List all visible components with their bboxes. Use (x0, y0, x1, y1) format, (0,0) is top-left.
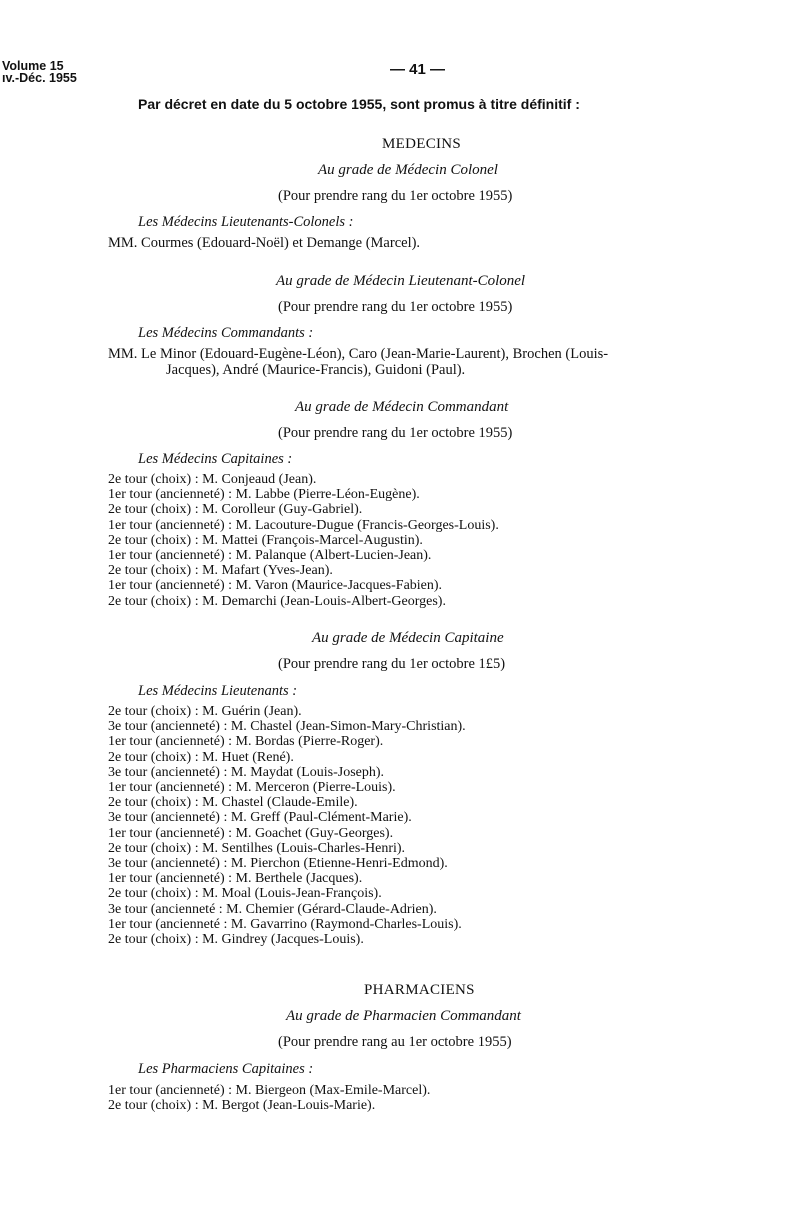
rank-date-colonel: (Pour prendre rang du 1er octobre 1955) (278, 188, 513, 204)
list-item: 3e tour (ancienneté : M. Chemier (Gérard-Claude-Adrien). (108, 901, 437, 917)
list-item: 1er tour (ancienneté) : M. Palanque (Albert-Lucien-Jean). (108, 548, 432, 564)
list-item: 2e tour (choix) : M. Huet (René). (108, 749, 294, 765)
list-item: 2e tour (choix) : M. Mattei (François-Marcel-Augustin). (108, 532, 423, 548)
decree-intro: Par décret en date du 5 octobre 1955, sont promus à titre définitif : (138, 96, 580, 112)
list-item: 2e tour (choix) : M. Demarchi (Jean-Louis-Albert-Georges). (108, 593, 446, 609)
list-item: 2e tour (choix) : M. Chastel (Claude-Emile). (108, 795, 358, 811)
list-item: 1er tour (ancienneté) : M. Merceron (Pierre-Louis). (108, 780, 396, 796)
list-item: 2e tour (choix) : M. Sentilhes (Louis-Charles-Henri). (108, 840, 406, 856)
grade-heading-lt-colonel: Au grade de Médecin Lieutenant-Colonel (276, 273, 526, 289)
promotion-list-pharmaciens (108, 1083, 430, 1113)
rank-date-commandant: (Pour prendre rang du 1er octobre 1955) (278, 425, 513, 441)
list-item: 1er tour (ancienneté : M. Gavarrino (Raymond-Charles-Louis). (108, 916, 462, 932)
section-title-pharmaciens: PHARMACIENS (364, 982, 475, 998)
grade-heading-capitaine: Au grade de Médecin Capitaine (312, 630, 504, 646)
list-item: 2e tour (choix) : M. Bergot (Jean-Louis-Marie). (108, 1098, 376, 1114)
list-item: 3e tour (ancienneté) : M. Pierchon (Etienne-Henri-Edmond). (108, 856, 448, 872)
list-item: 1er tour (ancienneté) : M. Berthele (Jacques). (108, 871, 363, 887)
list-item: 1er tour (ancienneté) : M. Lacouture-Dugue (Francis-Georges-Louis). (108, 517, 499, 533)
list-item: 1er tour (ancienneté) : M. Varon (Maurice-Jacques-Fabien). (108, 578, 443, 594)
list-item: 2e tour (choix) : M. Mafart (Yves-Jean). (108, 563, 333, 579)
group-label-lieutenants: Les Médecins Lieutenants : (138, 683, 298, 699)
grade-heading-pharmacien-commandant: Au grade de Pharmacien Commandant (286, 1008, 521, 1024)
names-lt-colonel-line1: MM. Le Minor (Edouard-Eugène-Léon), Caro (Jean-Marie-Laurent), Brochen (Louis- (108, 346, 609, 362)
grade-heading-commandant: Au grade de Médecin Commandant (295, 399, 509, 415)
list-item: 1er tour (ancienneté) : M. Biergeon (Max-Emile-Marcel). (108, 1083, 431, 1098)
rank-date-pharmacien: (Pour prendre rang au 1er octobre 1955) (278, 1034, 512, 1050)
names-colonel: MM. Courmes (Edouard-Noël) et Demange (Marcel). (108, 235, 421, 251)
list-item: 2e tour (choix) : M. Corolleur (Guy-Gabriel). (108, 502, 363, 518)
list-item: 1er tour (ancienneté) : M. Labbe (Pierre-Léon-Eugène). (108, 487, 420, 503)
rank-date-lt-colonel: (Pour prendre rang du 1er octobre 1955) (278, 299, 513, 315)
names-lt-colonel-line2: Jacques), André (Maurice-Francis), Guidoni (Paul). (166, 362, 466, 378)
list-item: 2e tour (choix) : M. Moal (Louis-Jean-François). (108, 886, 382, 902)
grade-heading-colonel: Au grade de Médecin Colonel (318, 162, 498, 178)
list-item: 3e tour (ancienneté) : M. Chastel (Jean-Simon-Mary-Christian). (108, 719, 466, 735)
list-item: 3e tour (ancienneté) : M. Maydat (Louis-Joseph). (108, 764, 385, 780)
list-item: 2e tour (choix) : M. Conjeaud (Jean). (108, 472, 317, 487)
group-label-capitaines: Les Médecins Capitaines : (138, 451, 293, 467)
list-item: 2e tour (choix) : M. Guérin (Jean). (108, 704, 302, 719)
list-item: 3e tour (ancienneté) : M. Greff (Paul-Clément-Marie). (108, 810, 412, 826)
period-label: ıv.-Déc. 1955 (2, 71, 77, 85)
group-label-lt-colonels: Les Médecins Lieutenants-Colonels : (138, 214, 354, 230)
list-item: 1er tour (ancienneté) : M. Goachet (Guy-Georges). (108, 825, 394, 841)
list-item: 1er tour (ancienneté) : M. Bordas (Pierre-Roger). (108, 734, 384, 750)
rank-date-capitaine: (Pour prendre rang du 1er octobre 1£5) (278, 656, 506, 672)
group-label-commandants: Les Médecins Commandants : (138, 325, 314, 341)
group-label-pharmaciens-capitaines: Les Pharmaciens Capitaines : (138, 1061, 314, 1077)
page-number: — 41 — (390, 61, 446, 78)
promotion-list-capitaine (108, 704, 466, 947)
section-title-medecins: MEDECINS (382, 136, 462, 152)
volume-label: Volume 15 (2, 59, 64, 73)
promotion-list-commandant (108, 472, 499, 609)
list-item: 2e tour (choix) : M. Gindrey (Jacques-Louis). (108, 932, 364, 948)
